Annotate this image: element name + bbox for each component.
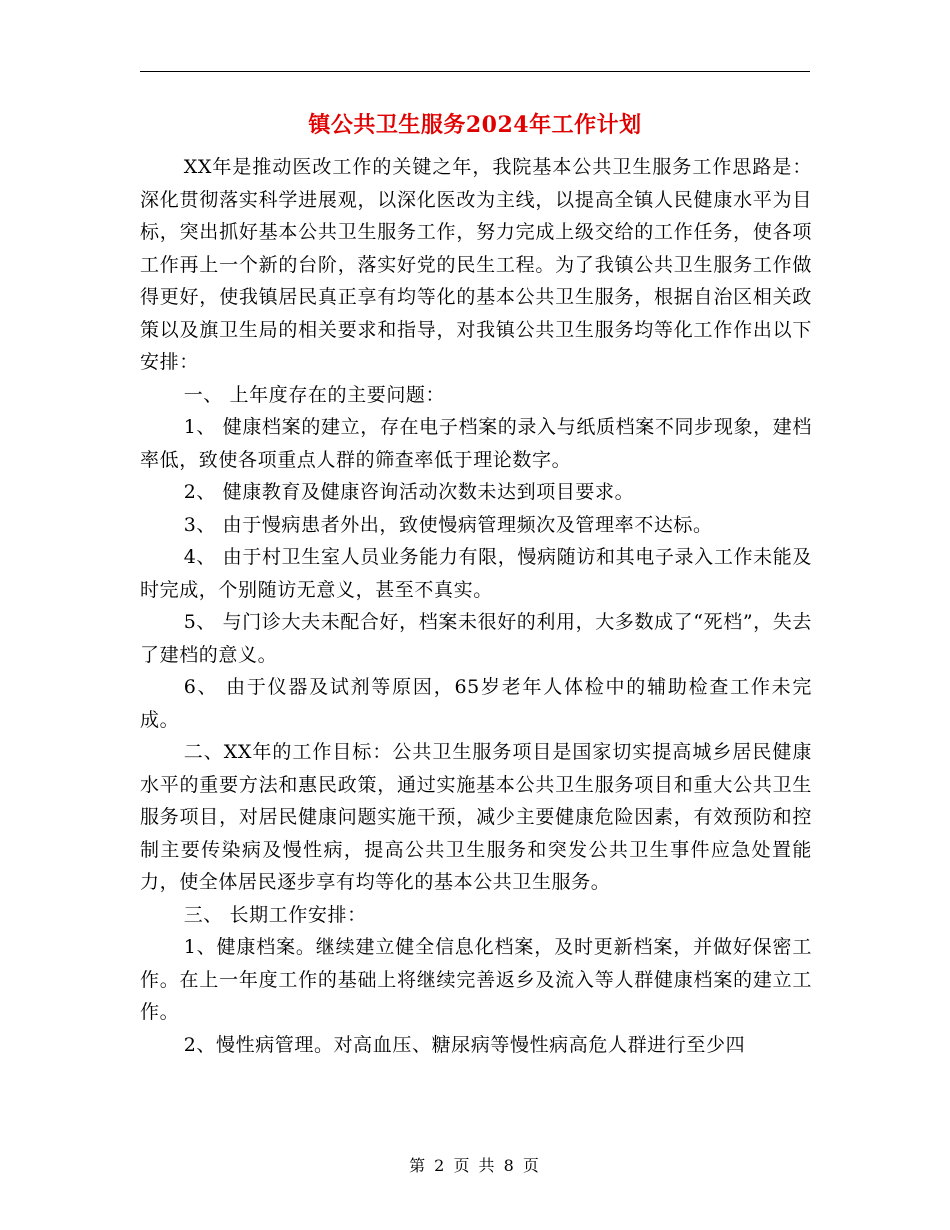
document-title: 镇公共卫生服务2024年工作计划 xyxy=(308,112,642,138)
section-heading-problems: 一、 上年度存在的主要问题： xyxy=(183,383,446,406)
section-goals: 二、XX年的工作目标：公共卫生服务项目是国家切实提高城乡居民健康水平的重要方法和惠民政策，通过实施基本公共卫生服务项目和重大公共卫生服务项目，对居民健康问题实施干预，减少主要健康危险因素，有效预防和控制主要传染病及慢性病，提高公共卫生服务和突发公共卫生事件应急处置能力，使全体居民逐步享有均等化的基本公共卫生服务。 xyxy=(140,741,812,893)
list-item-problem-6: 6、 由于仪器及试剂等原因，65岁老年人体检中的辅助检查工作未完成。 xyxy=(140,676,812,731)
page-footer: 第 2 页 共 8 页 xyxy=(409,1156,541,1175)
list-item-problem-1: 1、 健康档案的建立，存在电子档案的录入与纸质档案不同步现象，建档率低，致使各项重点人群的筛查率低于理论数字。 xyxy=(140,416,812,471)
list-item-problem-4: 4、 由于村卫生室人员业务能力有限，慢病随访和其电子录入工作未能及时完成，个别随访无意义，甚至不真实。 xyxy=(140,546,812,601)
list-item-problem-5: 5、 与门诊大夫未配合好，档案未很好的利用，大多数成了“死档”，失去了建档的意义。 xyxy=(140,611,812,666)
document-body xyxy=(140,151,812,1061)
list-item-arrangement-1: 1、健康档案。继续建立健全信息化档案，及时更新档案，并做好保密工作。在上一年度工作的基础上将继续完善返乡及流入等人群健康档案的建立工作。 xyxy=(140,936,812,1023)
list-item-problem-2: 2、 健康教育及健康咨询活动次数未达到项目要求。 xyxy=(183,481,635,503)
list-item-problem-3: 3、 由于慢病患者外出，致使慢病管理频次及管理率不达标。 xyxy=(183,513,713,536)
section-heading-arrangements: 三、 长期工作安排： xyxy=(183,903,367,926)
list-item-arrangement-2: 2、慢性病管理。对高血压、糖尿病等慢性病高危人群进行至少四 xyxy=(183,1033,746,1056)
header-rule xyxy=(140,71,810,72)
paragraph-intro: XX年是推动医改工作的关键之年，我院基本公共卫生服务工作思路是：深化贯彻落实科学进展观，以深化医改为主线，以提高全镇人民健康水平为目标，突出抓好基本公共卫生服务工作，努力完成上级交给的工作任务，使各项工作再上一个新的台阶，落实好党的民生工程。为了我镇公共卫生服务工作做得更好，使我镇居民真正享有均等化的基本公共卫生服务，根据自治区相关政策以及旗卫生局的相关要求和指导，对我镇公共卫生服务均等化工作作出以下安排： xyxy=(140,156,812,373)
